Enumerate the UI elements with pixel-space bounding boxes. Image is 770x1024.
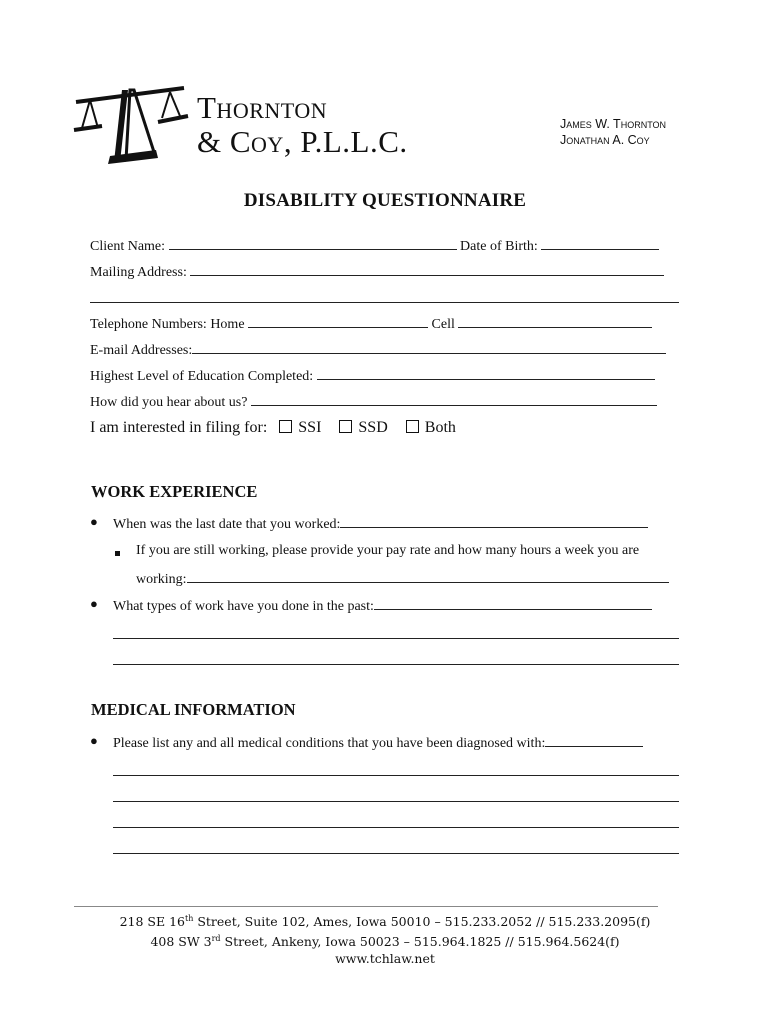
bullet-dot: ● [90, 733, 98, 748]
filing-interest-row [90, 419, 456, 437]
date-of-birth-label: Date of Birth: [460, 239, 538, 254]
telephone-home-label: Telephone Numbers: Home [90, 317, 245, 332]
education-field[interactable] [317, 366, 655, 380]
ames-office-address [0, 910, 770, 930]
filing-interest-label: I am interested in filing for: [90, 419, 268, 436]
pay-rate-field[interactable] [187, 569, 669, 583]
ankeny-office-address [0, 930, 770, 950]
referral-label: How did you hear about us? [90, 395, 248, 410]
partner-names [560, 116, 666, 148]
education-row [90, 366, 655, 386]
mailing-address-field[interactable] [190, 262, 664, 276]
client-name-row [90, 236, 659, 256]
past-work-field[interactable] [374, 596, 652, 610]
firm-name [197, 91, 408, 159]
ames-address-rest: Street, Suite 102, Ames, Iowa 50010 – 515.233.2052 // 515.233.2095(f) [193, 914, 651, 929]
cell-phone-field[interactable] [458, 314, 652, 328]
work-experience-heading: WORK EXPERIENCE [91, 482, 258, 501]
client-name-field[interactable] [169, 236, 457, 250]
document-title: DISABILITY QUESTIONNAIRE [243, 190, 527, 211]
telephone-row [90, 314, 652, 334]
pay-rate-question-line-2: working: [136, 572, 187, 587]
last-worked-question: When was the last date that you worked: [113, 517, 341, 532]
medical-conditions-line[interactable] [113, 827, 679, 828]
ssd-checkbox[interactable] [339, 420, 352, 433]
email-label: E-mail Addresses: [90, 343, 193, 358]
medical-conditions-row [113, 733, 643, 753]
partner-name: Jonathan A. Coy [560, 133, 650, 147]
past-work-line[interactable] [113, 638, 679, 639]
past-work-line[interactable] [113, 664, 679, 665]
both-checkbox[interactable] [406, 420, 419, 433]
website-link[interactable]: www.tchlaw.net [335, 951, 435, 966]
scales-of-justice-logo [70, 80, 190, 166]
ames-address-part: 218 SE 16 [119, 914, 185, 929]
pay-rate-question-line-1: If you are still working, please provide your pay rate and how many hours a week you are [136, 543, 640, 558]
medical-conditions-question: Please list any and all medical conditions that you have been diagnosed with: [113, 736, 546, 751]
ssi-option-label: SSI [298, 419, 322, 436]
sub-bullet-square [115, 546, 120, 564]
email-field[interactable] [192, 340, 666, 354]
medical-conditions-field[interactable] [545, 733, 643, 747]
bullet-dot: ● [90, 514, 98, 529]
firm-name-line-1: Thornton [197, 90, 328, 125]
footer [0, 910, 770, 967]
ames-address-suffix: th [185, 914, 194, 923]
medical-information-heading: MEDICAL INFORMATION [91, 700, 296, 719]
mailing-address-row [90, 262, 664, 282]
home-phone-field[interactable] [248, 314, 428, 328]
client-name-label: Client Name: [90, 239, 166, 254]
past-work-row [113, 596, 652, 616]
medical-conditions-line[interactable] [113, 853, 679, 854]
medical-conditions-line[interactable] [113, 775, 679, 776]
ankeny-address-part: 408 SW 3 [150, 934, 212, 949]
ankeny-address-suffix: rd [211, 934, 221, 943]
partner-name: James W. Thornton [560, 117, 667, 131]
referral-row [90, 392, 657, 412]
mailing-address-label: Mailing Address: [90, 265, 187, 280]
firm-name-line-2: & Coy, P.L.L.C. [197, 124, 408, 159]
cell-label: Cell [431, 317, 455, 332]
referral-field[interactable] [251, 392, 657, 406]
ssd-option-label: SSD [358, 419, 388, 436]
ssi-checkbox[interactable] [279, 420, 292, 433]
last-worked-row [113, 514, 648, 534]
footer-divider [74, 906, 658, 907]
medical-conditions-line[interactable] [113, 801, 679, 802]
ankeny-address-rest: Street, Ankeny, Iowa 50023 – 515.964.1825 // 515.964.5624(f) [220, 934, 620, 949]
mailing-address-line-2[interactable] [90, 302, 679, 303]
last-worked-field[interactable] [340, 514, 648, 528]
bullet-dot: ● [90, 596, 98, 611]
email-row [90, 340, 666, 360]
both-option-label: Both [424, 419, 456, 436]
pay-rate-row [136, 569, 669, 589]
past-work-question: What types of work have you done in the past: [113, 599, 374, 614]
date-of-birth-field[interactable] [541, 236, 659, 250]
education-label: Highest Level of Education Completed: [90, 369, 314, 384]
